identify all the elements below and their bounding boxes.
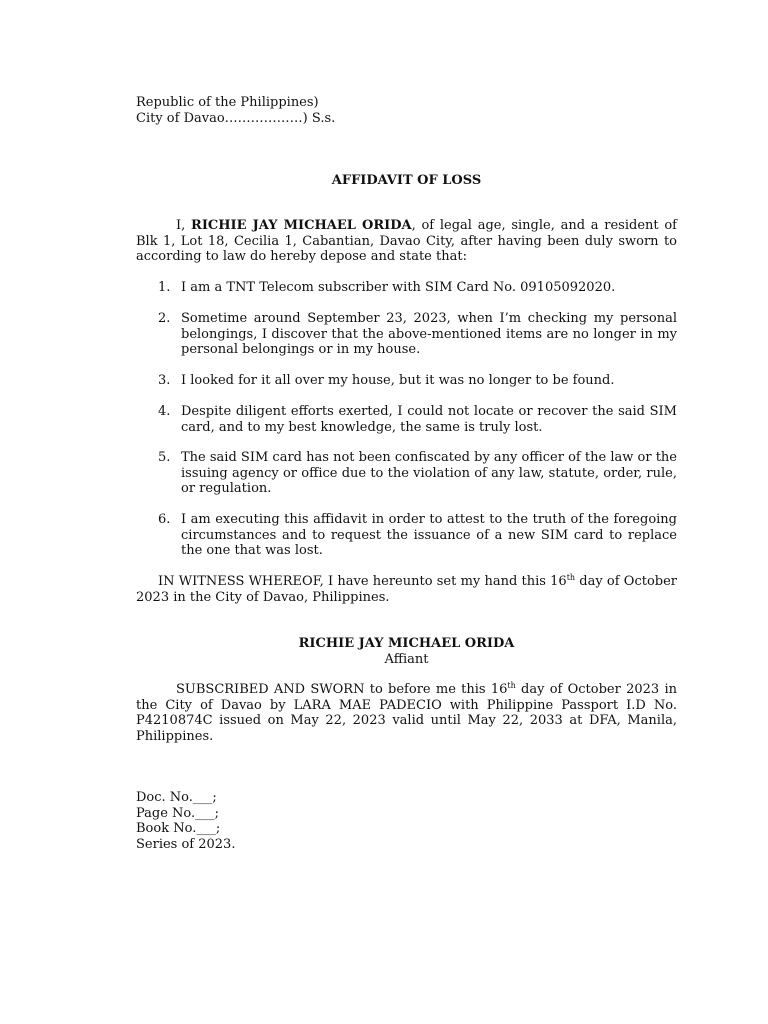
intro-prefix: I,	[176, 218, 192, 233]
item-number: 2.	[158, 311, 171, 326]
intro-paragraph	[136, 218, 677, 265]
affiant-label: Affiant	[384, 651, 429, 667]
jurat-paragraph	[136, 682, 677, 744]
venue-republic: Republic of the Philippines)	[136, 95, 319, 110]
affiant-name-inline: RICHIE JAY MICHAEL ORIDA	[191, 218, 412, 233]
venue-city: City of Davao………………) S.s.	[136, 110, 336, 126]
witness-before: IN WITNESS WHEREOF, I have hereunto set my hand this 16	[158, 574, 567, 589]
jurat-after: day of October 2023 in the City of Davao by LARA MAE PADECIO with Philippine Passport I.D No. P4210874C issued on May 22, 2023 valid until May 22, 2033 at DFA, Manila, Philippines.	[136, 682, 677, 744]
item-number: 4.	[158, 404, 171, 419]
list-item	[136, 404, 677, 435]
item-text: I looked for it all over my house, but it was no longer to be found.	[181, 373, 615, 388]
witness-clause	[136, 574, 677, 605]
item-number: 5.	[158, 450, 171, 465]
list-item	[136, 512, 677, 559]
item-number: 1.	[158, 280, 171, 295]
affiant-name: RICHIE JAY MICHAEL ORIDA	[298, 636, 515, 651]
list-item	[136, 373, 677, 389]
item-text: I am executing this affidavit in order to attest to the truth of the foregoing circumstances and to request the issuance of a new SIM card to replace the one that was lost.	[181, 512, 677, 558]
book-number: Book No.___;	[136, 821, 221, 836]
document-title: AFFIDAVIT OF LOSS	[331, 173, 482, 188]
page-number: Page No.___;	[136, 805, 220, 821]
witness-sup: th	[566, 573, 576, 582]
item-text: The said SIM card has not been confiscated by any officer of the law or the issuing agency or office due to the violation of any law, statute, order, rule, or regulation.	[181, 450, 677, 496]
item-number: 6.	[158, 512, 171, 527]
jurat-before: SUBSCRIBED AND SWORN to before me this 16	[176, 682, 508, 697]
notarial-register	[136, 790, 677, 852]
item-text: Sometime around September 23, 2023, when I’m checking my personal belongings, I discover that the above-mentioned items are no longer in my personal belongings or in my house.	[181, 311, 677, 357]
item-text: I am a TNT Telecom subscriber with SIM Card No. 09105092020.	[181, 280, 616, 295]
witness-after: day of October 2023 in the City of Davao, Philippines.	[136, 574, 678, 605]
jurat-sup: th	[507, 681, 516, 690]
list-item	[136, 450, 677, 497]
doc-number: Doc. No.___;	[136, 790, 217, 805]
item-text: Despite diligent efforts exerted, I could not locate or recover the said SIM card, and to my best knowledge, the same is truly lost.	[181, 404, 677, 435]
list-item	[136, 280, 677, 296]
intro-rest: , of legal age, single, and a resident of Blk 1, Lot 18, Cecilia 1, Cabantian, Davao City, after having been duly sworn to according to law do hereby depose and state that:	[136, 218, 677, 264]
list-item	[136, 311, 677, 358]
signature-block	[136, 636, 677, 667]
venue-header	[136, 95, 677, 126]
item-number: 3.	[158, 373, 171, 388]
series-year: Series of 2023.	[136, 836, 236, 852]
